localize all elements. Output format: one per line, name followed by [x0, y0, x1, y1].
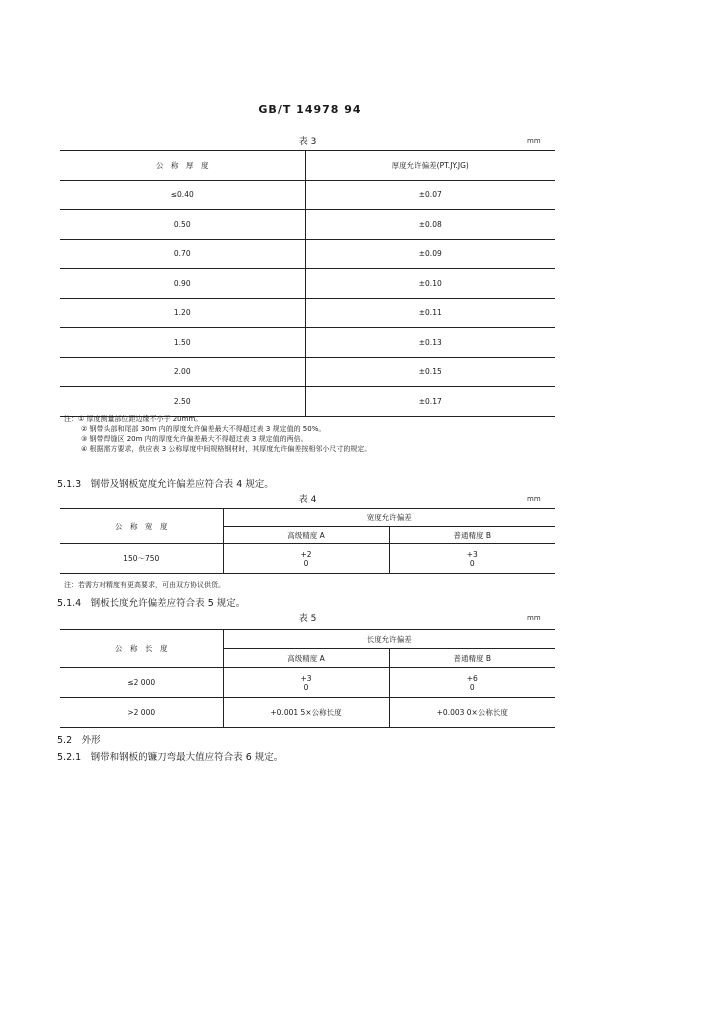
table4-caption: 表 4	[298, 495, 317, 505]
table3-row	[60, 180, 555, 210]
table3	[60, 150, 555, 417]
table4-cell-a	[223, 544, 389, 574]
table3-header-tolerance: 厚度允许偏差(PT.JY.JG)	[305, 151, 555, 181]
table3-cell-tolerance: ±0.17	[305, 387, 555, 417]
table3-note-1: 注：① 厚度测量部位距边缘不小于 20mm。	[64, 415, 203, 423]
table5-row2-b: +0.003 0×公称长度	[389, 698, 555, 728]
table3-cell-tolerance: ±0.08	[305, 210, 555, 240]
table4-b-upper: +3	[466, 549, 478, 559]
table4-header-width: 公 称 宽 度	[60, 509, 223, 544]
table5-header-group: 长度允许偏差	[223, 630, 555, 649]
section-5-2-1: 5.2.1 钢带和钢板的镰刀弯最大值应符合表 6 规定。	[57, 752, 284, 763]
table4-cell-width: 150～750	[60, 544, 223, 574]
table3-cell-thickness: ≤0.40	[60, 180, 305, 210]
table5-caption: 表 5	[298, 614, 317, 624]
table4-unit: mm	[527, 495, 541, 503]
table5-row1-length: ≤2 000	[60, 668, 223, 698]
table5-header-length: 公 称 长 度	[60, 630, 223, 668]
table5-row2-length: >2 000	[60, 698, 223, 728]
section-5-1-4: 5.1.4 钢板长度允许偏差应符合表 5 规定。	[57, 598, 246, 609]
table3-row	[60, 210, 555, 240]
table5-row1-a	[223, 668, 389, 698]
table3-cell-tolerance: ±0.13	[305, 328, 555, 358]
table3-cell-tolerance: ±0.11	[305, 298, 555, 328]
table5-row1-b-lower: 0	[469, 682, 475, 692]
table4-a-lower: 0	[303, 558, 309, 568]
table4-a-upper: +2	[300, 549, 312, 559]
table4-note: 注：若需方对精度有更高要求，可由双方协议供货。	[64, 581, 225, 589]
table3-cell-thickness: 0.50	[60, 210, 305, 240]
table5-row2-a: +0.001 5×公称长度	[223, 698, 389, 728]
table4	[60, 508, 555, 574]
table3-row	[60, 298, 555, 328]
table3-header-thickness: 公 称 厚 度	[60, 151, 305, 181]
table3-cell-thickness: 0.90	[60, 269, 305, 299]
table4-header-b: 普通精度 B	[389, 527, 555, 544]
table3-cell-thickness: 2.50	[60, 387, 305, 417]
table3-row	[60, 328, 555, 358]
table3-cell-thickness: 1.50	[60, 328, 305, 358]
table3-row	[60, 269, 555, 299]
table5-unit: mm	[527, 614, 541, 622]
table3-cell-tolerance: ±0.07	[305, 180, 555, 210]
standard-header: GB/T 14978 94	[258, 103, 362, 116]
table3-cell-thickness: 0.70	[60, 239, 305, 269]
table3-notes	[64, 414, 371, 454]
table5	[60, 629, 555, 728]
table3-row	[60, 357, 555, 387]
section-5-2: 5.2 外形	[57, 735, 101, 746]
table5-row1-a-lower: 0	[303, 682, 309, 692]
table3-caption: 表 3	[298, 137, 317, 147]
table5-header-a: 高级精度 A	[223, 649, 389, 668]
table5-row1-a-upper: +3	[300, 673, 312, 683]
table3-unit: mm	[527, 137, 541, 145]
table5-row1-b	[389, 668, 555, 698]
table4-header-a: 高级精度 A	[223, 527, 389, 544]
table3-note-3: ③ 钢带焊缝区 20m 内的厚度允许偏差最大不得超过表 3 规定值的两倍。	[81, 435, 308, 443]
table3-cell-thickness: 2.00	[60, 357, 305, 387]
table3-row	[60, 239, 555, 269]
section-5-1-3: 5.1.3 钢带及钢板宽度允许偏差应符合表 4 规定。	[57, 479, 274, 490]
table4-cell-b	[389, 544, 555, 574]
table4-header-group: 宽度允许偏差	[223, 509, 555, 527]
table5-header-b: 普通精度 B	[389, 649, 555, 668]
table3-note-2: ② 钢带头部和尾部 30m 内的厚度允许偏差最大不得超过表 3 规定值的 50%。	[81, 425, 326, 433]
table3-cell-tolerance: ±0.15	[305, 357, 555, 387]
table3-cell-tolerance: ±0.10	[305, 269, 555, 299]
table4-b-lower: 0	[469, 558, 475, 568]
table3-cell-thickness: 1.20	[60, 298, 305, 328]
table3-row	[60, 387, 555, 417]
table3-cell-tolerance: ±0.09	[305, 239, 555, 269]
table3-note-4: ④ 根据需方要求，供应表 3 公称厚度中间规格钢材时，其厚度允许偏差按相邻小尺寸的规定。	[81, 445, 372, 453]
table5-row1-b-upper: +6	[466, 673, 478, 683]
